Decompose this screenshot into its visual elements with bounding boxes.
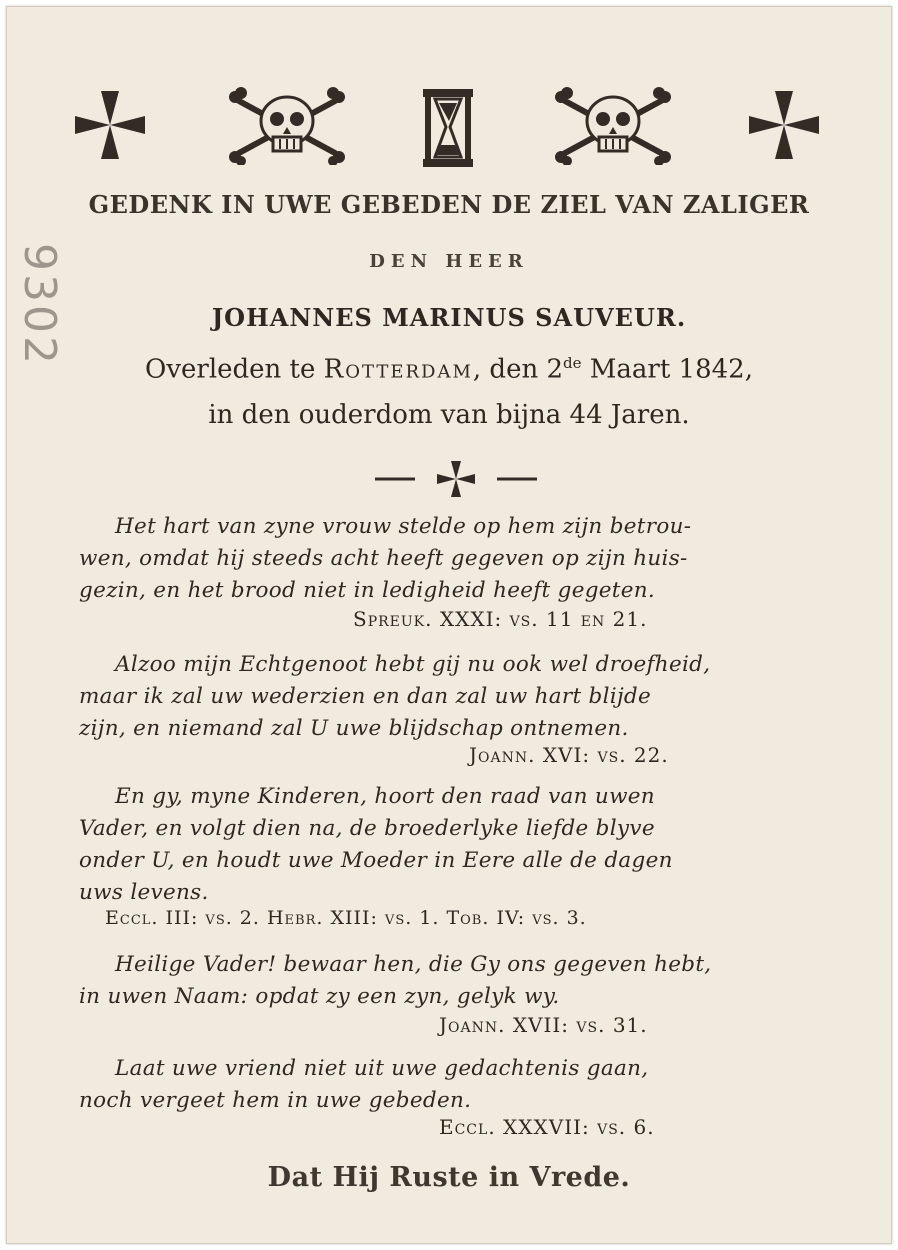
cross-pattee-icon bbox=[71, 87, 149, 163]
verse-line: Alzoo mijn Echtgenoot hebt gij nu ook wel droefheid, bbox=[115, 652, 711, 677]
memorial-card bbox=[6, 6, 892, 1244]
verse-line: uws levens. bbox=[79, 880, 209, 905]
skull-crossbones-icon bbox=[551, 87, 675, 165]
title-prefix: DEN HEER bbox=[369, 251, 529, 272]
verse-line: noch vergeet hem in uwe gebeden. bbox=[79, 1088, 472, 1113]
verse-reference: Joann. XVI: vs. 22. bbox=[469, 743, 669, 767]
deceased-name: JOHANNES MARINUS SAUVEUR. bbox=[211, 303, 687, 332]
verse-line: zijn, en niemand zal U uwe blijdschap ontnemen. bbox=[79, 716, 629, 741]
verse-reference: Eccl. III: vs. 2. Hebr. XIII: vs. 1. Tob. IV: vs. 3. bbox=[105, 907, 587, 929]
verse-line: wen, omdat hij steeds acht heeft gegeven op zijn huis- bbox=[79, 546, 688, 571]
skull-crossbones-icon bbox=[225, 87, 349, 165]
age-line: in den ouderdom van bijna 44 Jaren. bbox=[208, 400, 690, 430]
verse-line: onder U, en houdt uwe Moeder in Eere alle de dagen bbox=[79, 848, 673, 873]
death-line: Overleden te Rotterdam, den 2de Maart 1842, bbox=[145, 354, 753, 385]
closing-line: Dat Hij Ruste in Vrede. bbox=[267, 1162, 631, 1193]
verse-line: Laat uwe vriend niet uit uwe gedachtenis gaan, bbox=[115, 1056, 649, 1081]
hourglass-icon bbox=[421, 87, 475, 169]
verse-reference: Spreuk. XXXI: vs. 11 en 21. bbox=[353, 607, 648, 631]
handwritten-inventory-number: 9302 bbox=[14, 243, 65, 367]
verse-4 bbox=[79, 949, 839, 1013]
verse-line: Het hart van zyne vrouw stelde op hem zijn betrou- bbox=[115, 514, 692, 539]
verse-1 bbox=[79, 511, 839, 607]
verse-line: in uwen Naam: opdat zy een zyn, gelyk wy. bbox=[79, 984, 560, 1009]
verse-2 bbox=[79, 649, 839, 745]
verse-reference: Eccl. XXXVII: vs. 6. bbox=[439, 1115, 655, 1139]
verse-3 bbox=[79, 781, 839, 909]
cross-divider-icon bbox=[371, 459, 541, 499]
verse-line: gezin, en het brood niet in ledigheid heeft gegeten. bbox=[79, 578, 656, 603]
verse-reference: Joann. XVII: vs. 31. bbox=[439, 1013, 648, 1037]
verse-line: Vader, en volgt dien na, de broederlyke liefde blyve bbox=[79, 816, 655, 841]
cross-pattee-icon bbox=[745, 87, 823, 163]
ornament-row bbox=[7, 87, 891, 177]
verse-5 bbox=[79, 1053, 839, 1117]
verse-line: Heilige Vader! bewaar hen, die Gy ons gegeven hebt, bbox=[115, 952, 712, 977]
heading: GEDENK IN UWE GEBEDEN DE ZIEL VAN ZALIGER bbox=[88, 190, 810, 219]
verse-line: maar ik zal uw wederzien en dan zal uw hart blijde bbox=[79, 684, 652, 709]
verse-line: En gy, myne Kinderen, hoort den raad van uwen bbox=[115, 784, 655, 809]
